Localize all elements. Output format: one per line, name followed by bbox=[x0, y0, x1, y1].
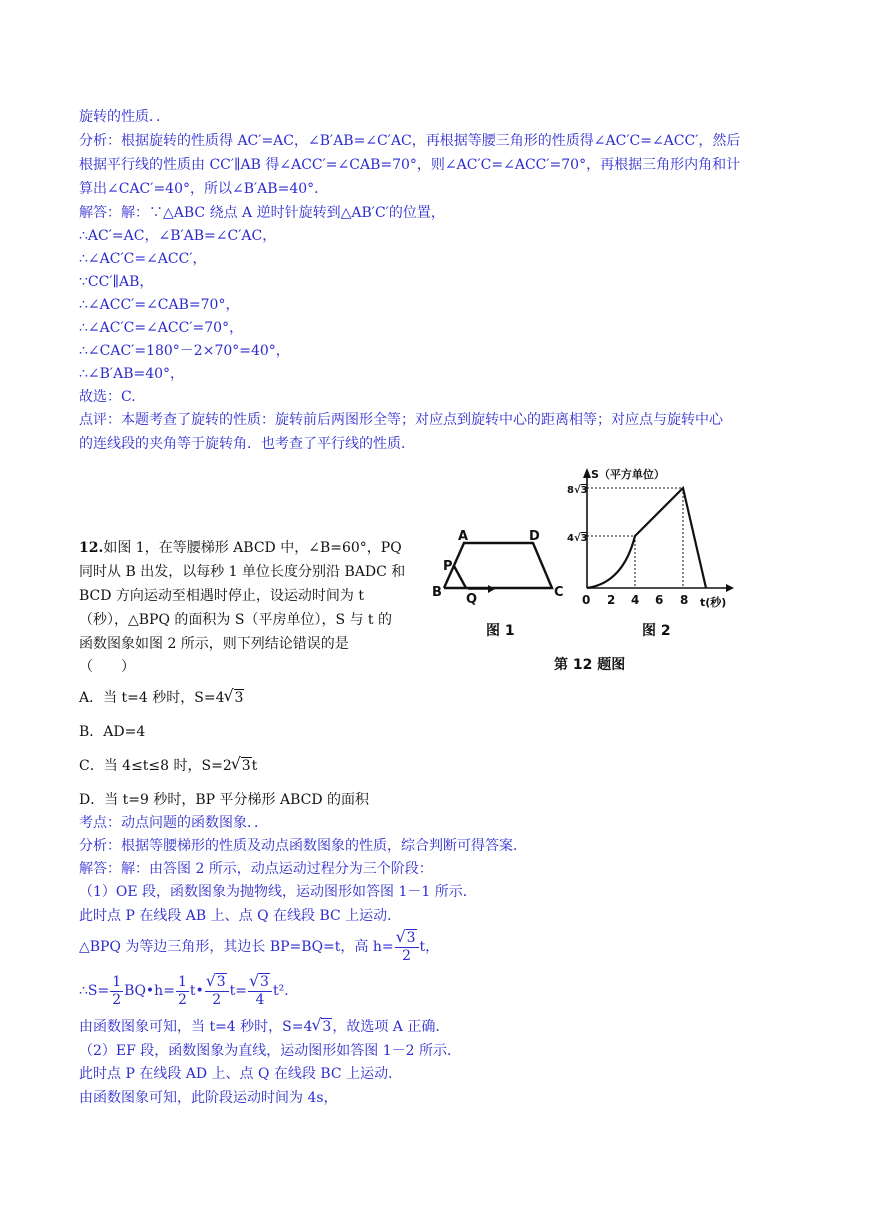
option-a-radicand: 3 bbox=[234, 690, 244, 706]
check-a-radicand: 3 bbox=[322, 1019, 332, 1035]
option-c bbox=[79, 756, 257, 776]
answer-step2-detail: 此时点 P 在线段 AD 上、点 Q 在线段 BC 上运动． bbox=[79, 1066, 403, 1082]
label-point-c: C bbox=[554, 585, 564, 600]
question-stem-line-6: （ ） bbox=[79, 659, 135, 675]
answer-height-line bbox=[79, 928, 439, 966]
comment-line-2: 的连线段的夹角等于旋转角．也考查了平行线的性质． bbox=[79, 436, 415, 452]
sqrt-symbol bbox=[225, 688, 245, 708]
analysis-line-2: 根据平行线的性质由 CC′∥AB 得∠ACC′=∠CAB=70°，则∠AC′C=∠ACC′=70°，再根据三角形内角和计 bbox=[79, 157, 741, 173]
height-text: △BPQ 为等边三角形，其边长 BP=BQ=t，高 h= bbox=[79, 939, 394, 955]
area-f3-num: 3 bbox=[216, 973, 226, 990]
area-fraction-2 bbox=[176, 974, 189, 1009]
option-c-suffix: t bbox=[251, 758, 258, 774]
solution-line-5: ∴∠ACC′=∠CAB=70°， bbox=[79, 297, 240, 313]
label-point-q: Q bbox=[466, 592, 478, 607]
area-fraction-1 bbox=[110, 974, 123, 1009]
area-fraction-3 bbox=[205, 974, 229, 1009]
question-stem-line-4: （秒），△BPQ 的面积为 S（平房单位），S 与 t 的 bbox=[79, 612, 393, 628]
label-point-d: D bbox=[529, 529, 540, 544]
option-a bbox=[79, 688, 244, 708]
sqrt-symbol bbox=[232, 756, 252, 776]
label-point-a: A bbox=[458, 529, 469, 544]
question-number: 12. bbox=[79, 540, 104, 556]
area-f2-num: 1 bbox=[177, 973, 187, 990]
figure-title: 第 12 题图 bbox=[554, 657, 626, 673]
label-point-p: P bbox=[443, 559, 453, 574]
analysis-line-1: 分析：根据旋转的性质得 AC′=AC，∠B′AB=∠C′AC，再根据等腰三角形的性质得∠AC′C=∠ACC′，然后 bbox=[79, 133, 741, 149]
option-d: D．当 t=9 秒时，BP 平分梯形 ABCD 的面积 bbox=[79, 792, 370, 808]
area-fraction-4 bbox=[248, 974, 272, 1009]
solution-line-4: ∵CC′∥AB， bbox=[79, 274, 154, 290]
option-a-text: A．当 t=4 秒时，S=4 bbox=[79, 690, 225, 706]
area-mid-1: BQ•h= bbox=[124, 983, 175, 999]
fig2-axes bbox=[587, 476, 728, 588]
function-curve bbox=[587, 488, 706, 588]
answer-step2-time: 由函数图象可知，此阶段运动时间为 4s， bbox=[79, 1090, 338, 1106]
solution-line-2: ∴AC′=AC，∠B′AB=∠C′AC， bbox=[79, 228, 277, 244]
figure-svg bbox=[428, 458, 738, 673]
question-stem-line-3: BCD 方向运动至相遇时停止，设运动时间为 t bbox=[79, 588, 365, 604]
xtick-0: 0 bbox=[582, 593, 591, 607]
solution-line-6: ∴∠AC′C=∠ACC′=70°， bbox=[79, 320, 244, 336]
answer-solution-intro: 解答：解：由答图 2 所示，动点运动过程分为三个阶段： bbox=[79, 861, 433, 877]
option-c-text: C．当 4≤t≤8 时，S=2 bbox=[79, 758, 232, 774]
sqrt-symbol bbox=[250, 974, 270, 991]
area-f2-den: 2 bbox=[177, 991, 187, 1008]
answer-analysis: 分析：根据等腰梯形的性质及动点函数图象的性质，综合判断可得答案． bbox=[79, 838, 527, 854]
ytick-8sqrt3: 8√3 bbox=[567, 485, 588, 496]
height-suffix: t， bbox=[419, 939, 440, 955]
area-f4-den: 4 bbox=[255, 991, 265, 1008]
fig2-caption: 图 2 bbox=[642, 623, 671, 639]
answer-step2: （2）EF 段，函数图象为直线，运动图形如答图 1－2 所示． bbox=[79, 1043, 462, 1059]
area-f1-den: 2 bbox=[112, 991, 122, 1008]
fig2-xlabel: t(秒) bbox=[700, 596, 727, 609]
sqrt-symbol bbox=[207, 974, 227, 991]
xtick-4: 4 bbox=[631, 593, 640, 607]
x-axis-arrow bbox=[726, 584, 734, 592]
area-mid-3: t= bbox=[229, 983, 248, 999]
label-point-b: B bbox=[432, 585, 442, 600]
solution-line-1: 解答：解：∵△ABC 绕点 A 逆时针旋转到△AB′C′的位置， bbox=[79, 205, 445, 221]
solution-line-9: 故选：C. bbox=[79, 389, 136, 405]
question-stem-line-2: 同时从 B 出发，以每秒 1 单位长度分别沿 BADC 和 bbox=[79, 564, 406, 580]
solution-line-7: ∴∠CAC′=180°－2×70°=40°， bbox=[79, 343, 290, 359]
option-b: B．AD=4 bbox=[79, 724, 146, 740]
solution-line-3: ∴∠AC′C=∠ACC′， bbox=[79, 251, 207, 267]
area-f3-den: 2 bbox=[212, 991, 222, 1008]
answer-check-a bbox=[79, 1017, 449, 1037]
area-f4-num: 3 bbox=[260, 973, 269, 990]
xtick-6: 6 bbox=[655, 593, 664, 607]
trapezoid-outline bbox=[444, 543, 552, 588]
area-mid-2: t• bbox=[189, 983, 204, 999]
answer-area-line bbox=[79, 972, 298, 1010]
question-figure bbox=[428, 458, 738, 673]
xtick-8: 8 bbox=[680, 593, 689, 607]
check-a-suffix: ，故选项 A 正确． bbox=[332, 1019, 450, 1035]
answer-step1-detail: 此时点 P 在线段 AB 上、点 Q 在线段 BC 上运动． bbox=[79, 908, 402, 924]
arrow-q-head bbox=[488, 585, 495, 593]
ytick-4sqrt3: 4√3 bbox=[567, 533, 588, 544]
height-fraction bbox=[395, 930, 419, 965]
y-axis-arrow bbox=[583, 468, 591, 478]
area-suffix: t²． bbox=[272, 983, 299, 999]
sqrt-symbol bbox=[312, 1017, 332, 1037]
answer-kaodian: 考点：动点问题的函数图象．． bbox=[79, 815, 268, 831]
area-f1-num: 1 bbox=[112, 973, 122, 990]
fig2-ylabel: S（平方单位） bbox=[591, 468, 665, 481]
area-prefix: ∴S= bbox=[79, 983, 110, 999]
analysis-line-3: 算出∠CAC′=40°，所以∠B′AB=40°． bbox=[79, 181, 329, 197]
kaodian-tail: 旋转的性质．． bbox=[79, 109, 170, 125]
fig1-trapezoid bbox=[444, 543, 552, 589]
sqrt-symbol bbox=[397, 930, 417, 947]
xtick-2: 2 bbox=[607, 593, 616, 607]
answer-step1: （1）OE 段，函数图象为抛物线，运动图形如答图 1－1 所示． bbox=[79, 884, 477, 900]
fig1-caption: 图 1 bbox=[486, 623, 515, 639]
question-stem-text-1: 如图 1，在等腰梯形 ABCD 中，∠B=60°，PQ bbox=[103, 540, 402, 556]
comment-line-1: 点评：本题考查了旋转的性质：旋转前后两图形全等；对应点到旋转中心的距离相等；对应点与旋转中心 bbox=[79, 412, 723, 428]
height-denominator: 2 bbox=[402, 947, 412, 964]
question-stem-line-1 bbox=[79, 538, 402, 558]
check-a-text: 由函数图象可知，当 t=4 秒时，S=4 bbox=[79, 1019, 313, 1035]
height-numerator: 3 bbox=[406, 929, 416, 946]
segment-pq bbox=[454, 566, 466, 588]
solution-line-8: ∴∠B′AB=40°， bbox=[79, 366, 185, 382]
question-stem-line-5: 函数图象如图 2 所示，则下列结论错误的是 bbox=[79, 636, 349, 652]
option-c-radicand: 3 bbox=[241, 758, 251, 774]
